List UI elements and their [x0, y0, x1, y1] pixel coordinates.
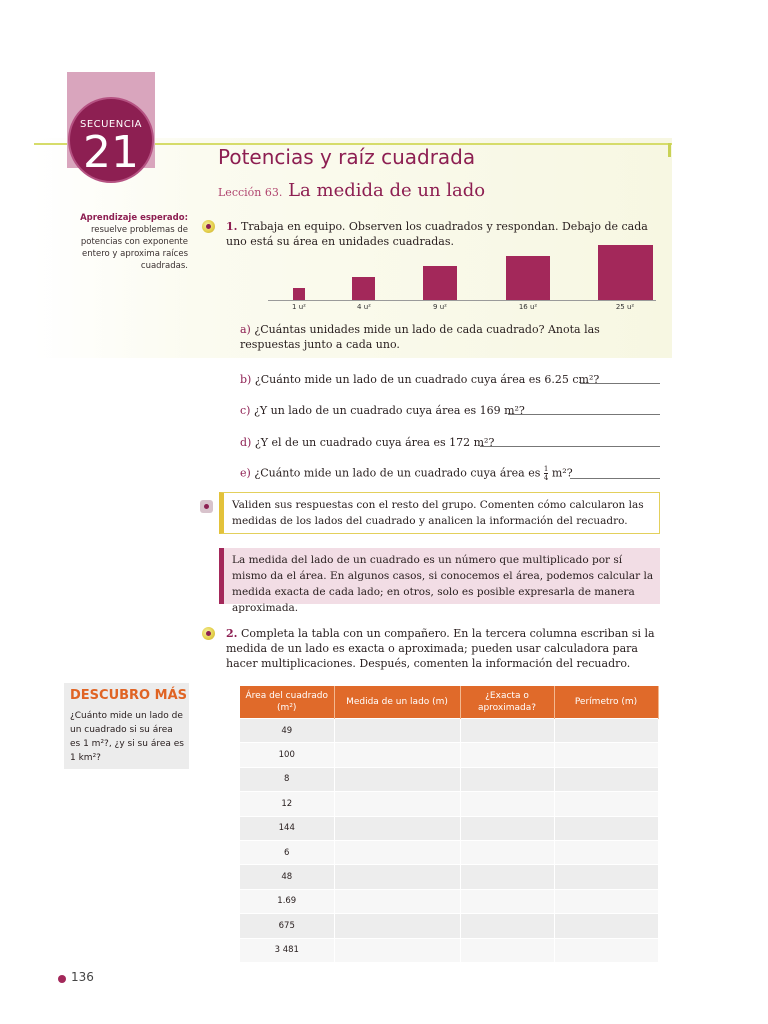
table-row: [240, 840, 658, 864]
col-header-area: Área del cuadrado (m²): [240, 686, 334, 719]
header-rule-end: [668, 143, 671, 157]
square-25-label: 25 u²: [615, 303, 635, 311]
perimeter-cell[interactable]: [554, 914, 658, 938]
question-2-text: Completa la tabla con un compañero. En la tercera columna escriban si la medida de un lado es exacta o aproximada; pueden usar calculadora para hacer multiplicaciones. Después, comenten la información del recuadro.: [226, 627, 655, 670]
exact-cell[interactable]: [460, 865, 554, 889]
sequence-number: 21: [83, 127, 139, 178]
fraction-numerator: 1: [543, 465, 549, 473]
side-cell[interactable]: [334, 865, 460, 889]
side-cell[interactable]: [334, 938, 460, 962]
square-9-label: 9 u²: [433, 303, 447, 311]
square-1: [293, 288, 305, 300]
validation-box: [219, 492, 660, 534]
exact-cell[interactable]: [460, 889, 554, 913]
area-cell: 675: [240, 914, 334, 938]
table-row: [240, 865, 658, 889]
area-cell: 12: [240, 792, 334, 816]
col-header-exact: ¿Exacta o aproximada?: [460, 686, 554, 719]
area-cell: 6: [240, 840, 334, 864]
perimeter-cell[interactable]: [554, 889, 658, 913]
area-cell: 8: [240, 767, 334, 791]
page-number: 136: [71, 970, 94, 984]
exact-cell[interactable]: [460, 840, 554, 864]
side-cell[interactable]: [334, 743, 460, 767]
fraction-denominator: 4: [543, 474, 549, 482]
perimeter-cell[interactable]: [554, 792, 658, 816]
question-1c: [240, 403, 525, 418]
area-cell: 100: [240, 743, 334, 767]
table-row: [240, 914, 658, 938]
question-1c-text: ¿Y un lado de un cuadrado cuya área es 169 m²?: [253, 404, 525, 417]
question-1b-text: ¿Cuánto mide un lado de un cuadrado cuya área es 6.25 cm²?: [254, 373, 600, 386]
sequence-label: SECUENCIA: [79, 119, 143, 130]
info-box: [219, 548, 660, 614]
group-icon: [200, 500, 213, 513]
question-1-text: Trabaja en equipo. Observen los cuadrados y respondan. Debajo de cada uno está su área en unidades cuadradas.: [226, 220, 648, 248]
exact-cell[interactable]: [460, 719, 554, 743]
question-1d-text: ¿Y el de un cuadrado cuya área es 172 m²?: [254, 436, 495, 449]
square-4-label: 4 u²: [357, 303, 371, 311]
question-2-number: 2.: [226, 627, 238, 640]
question-1a: [240, 322, 660, 352]
page-marker: [58, 975, 66, 983]
table-row: [240, 938, 658, 962]
area-cell: 1.69: [240, 889, 334, 913]
table-header-row: [240, 686, 658, 719]
col-header-side: Medida de un lado (m): [334, 686, 460, 719]
side-cell[interactable]: [334, 767, 460, 791]
answer-line-e[interactable]: [570, 478, 660, 479]
learning-goal-heading: Aprendizaje esperado:: [80, 213, 188, 223]
area-cell: 49: [240, 719, 334, 743]
perimeter-cell[interactable]: [554, 938, 658, 962]
team-icon: [202, 220, 215, 233]
learning-goal-text: resuelve problemas de potencias con exponente entero y aproxima raíces cuadradas.: [80, 225, 188, 271]
page-title: Potencias y raíz cuadrada: [218, 145, 476, 169]
area-cell: 144: [240, 816, 334, 840]
answer-line-b[interactable]: [580, 383, 660, 384]
area-cell: 48: [240, 865, 334, 889]
square-16-label: 16 u²: [518, 303, 538, 311]
exact-cell[interactable]: [460, 816, 554, 840]
square-1-label: 1 u²: [292, 303, 306, 311]
lesson-name: La medida de un lado: [288, 180, 486, 201]
table-row: [240, 816, 658, 840]
col-header-perimeter: Perímetro (m): [554, 686, 658, 719]
side-cell[interactable]: [334, 914, 460, 938]
square-9: [423, 266, 457, 300]
question-1e-text: ¿Cuánto mide un lado de un cuadrado cuya área es: [254, 466, 541, 480]
validation-text: Validen sus respuestas con el resto del grupo. Comenten cómo calcularon las medidas de los lados del cuadrado y analicen la información del recuadro.: [232, 499, 644, 527]
question-1e-unit: m²?: [551, 466, 573, 480]
question-1b-letter: b): [240, 373, 252, 386]
exact-cell[interactable]: [460, 743, 554, 767]
square-4: [352, 277, 375, 300]
question-2: [226, 626, 662, 671]
squares-baseline: [268, 300, 656, 301]
area-table: [240, 686, 659, 962]
question-1a-text: ¿Cuántas unidades mide un lado de cada cuadrado? Anota las respuestas junto a cada uno.: [240, 323, 600, 351]
pair-work-icon: [202, 627, 215, 640]
question-1b: [240, 372, 599, 387]
question-1a-letter: a): [240, 323, 251, 336]
question-1e: [240, 465, 573, 482]
exact-cell[interactable]: [460, 914, 554, 938]
question-1e-letter: e): [240, 466, 251, 480]
table-row: [240, 889, 658, 913]
answer-line-c[interactable]: [508, 414, 660, 415]
answer-line-d[interactable]: [480, 446, 660, 447]
perimeter-cell[interactable]: [554, 865, 658, 889]
side-cell[interactable]: [334, 719, 460, 743]
table-row: [240, 719, 658, 743]
perimeter-cell[interactable]: [554, 767, 658, 791]
square-25: [598, 245, 653, 300]
area-cell: 3 481: [240, 938, 334, 962]
perimeter-cell[interactable]: [554, 719, 658, 743]
lesson-title: [218, 180, 485, 201]
table-row: [240, 767, 658, 791]
lesson-prefix: Lección 63.: [218, 186, 283, 199]
square-16: [506, 256, 550, 300]
question-1d-letter: d): [240, 436, 252, 449]
question-1: [226, 219, 662, 249]
table-row: [240, 792, 658, 816]
side-cell[interactable]: [334, 889, 460, 913]
learning-goal: [78, 212, 188, 272]
perimeter-cell[interactable]: [554, 743, 658, 767]
exact-cell[interactable]: [460, 938, 554, 962]
table-row: [240, 743, 658, 767]
side-cell[interactable]: [334, 840, 460, 864]
discover-more-text: ¿Cuánto mide un lado de un cuadrado si su área es 1 m²?, ¿y si su área es 1 km²?: [70, 711, 184, 763]
discover-more-title: DESCUBRO MÁS: [70, 688, 187, 703]
fraction-one-quarter: [544, 465, 548, 482]
exact-cell[interactable]: [460, 767, 554, 791]
question-1c-letter: c): [240, 404, 251, 417]
perimeter-cell[interactable]: [554, 816, 658, 840]
exact-cell[interactable]: [460, 792, 554, 816]
info-box-text: La medida del lado de un cuadrado es un número que multiplicado por sí mismo da el área. En algunos casos, si conocemos el área, podemos calcular la medida exacta de cada lado; en otros, solo es posible expresarla de manera aproximada.: [232, 554, 654, 614]
side-cell[interactable]: [334, 816, 460, 840]
perimeter-cell[interactable]: [554, 840, 658, 864]
question-1-number: 1.: [226, 220, 238, 233]
side-cell[interactable]: [334, 792, 460, 816]
question-1d: [240, 435, 494, 450]
